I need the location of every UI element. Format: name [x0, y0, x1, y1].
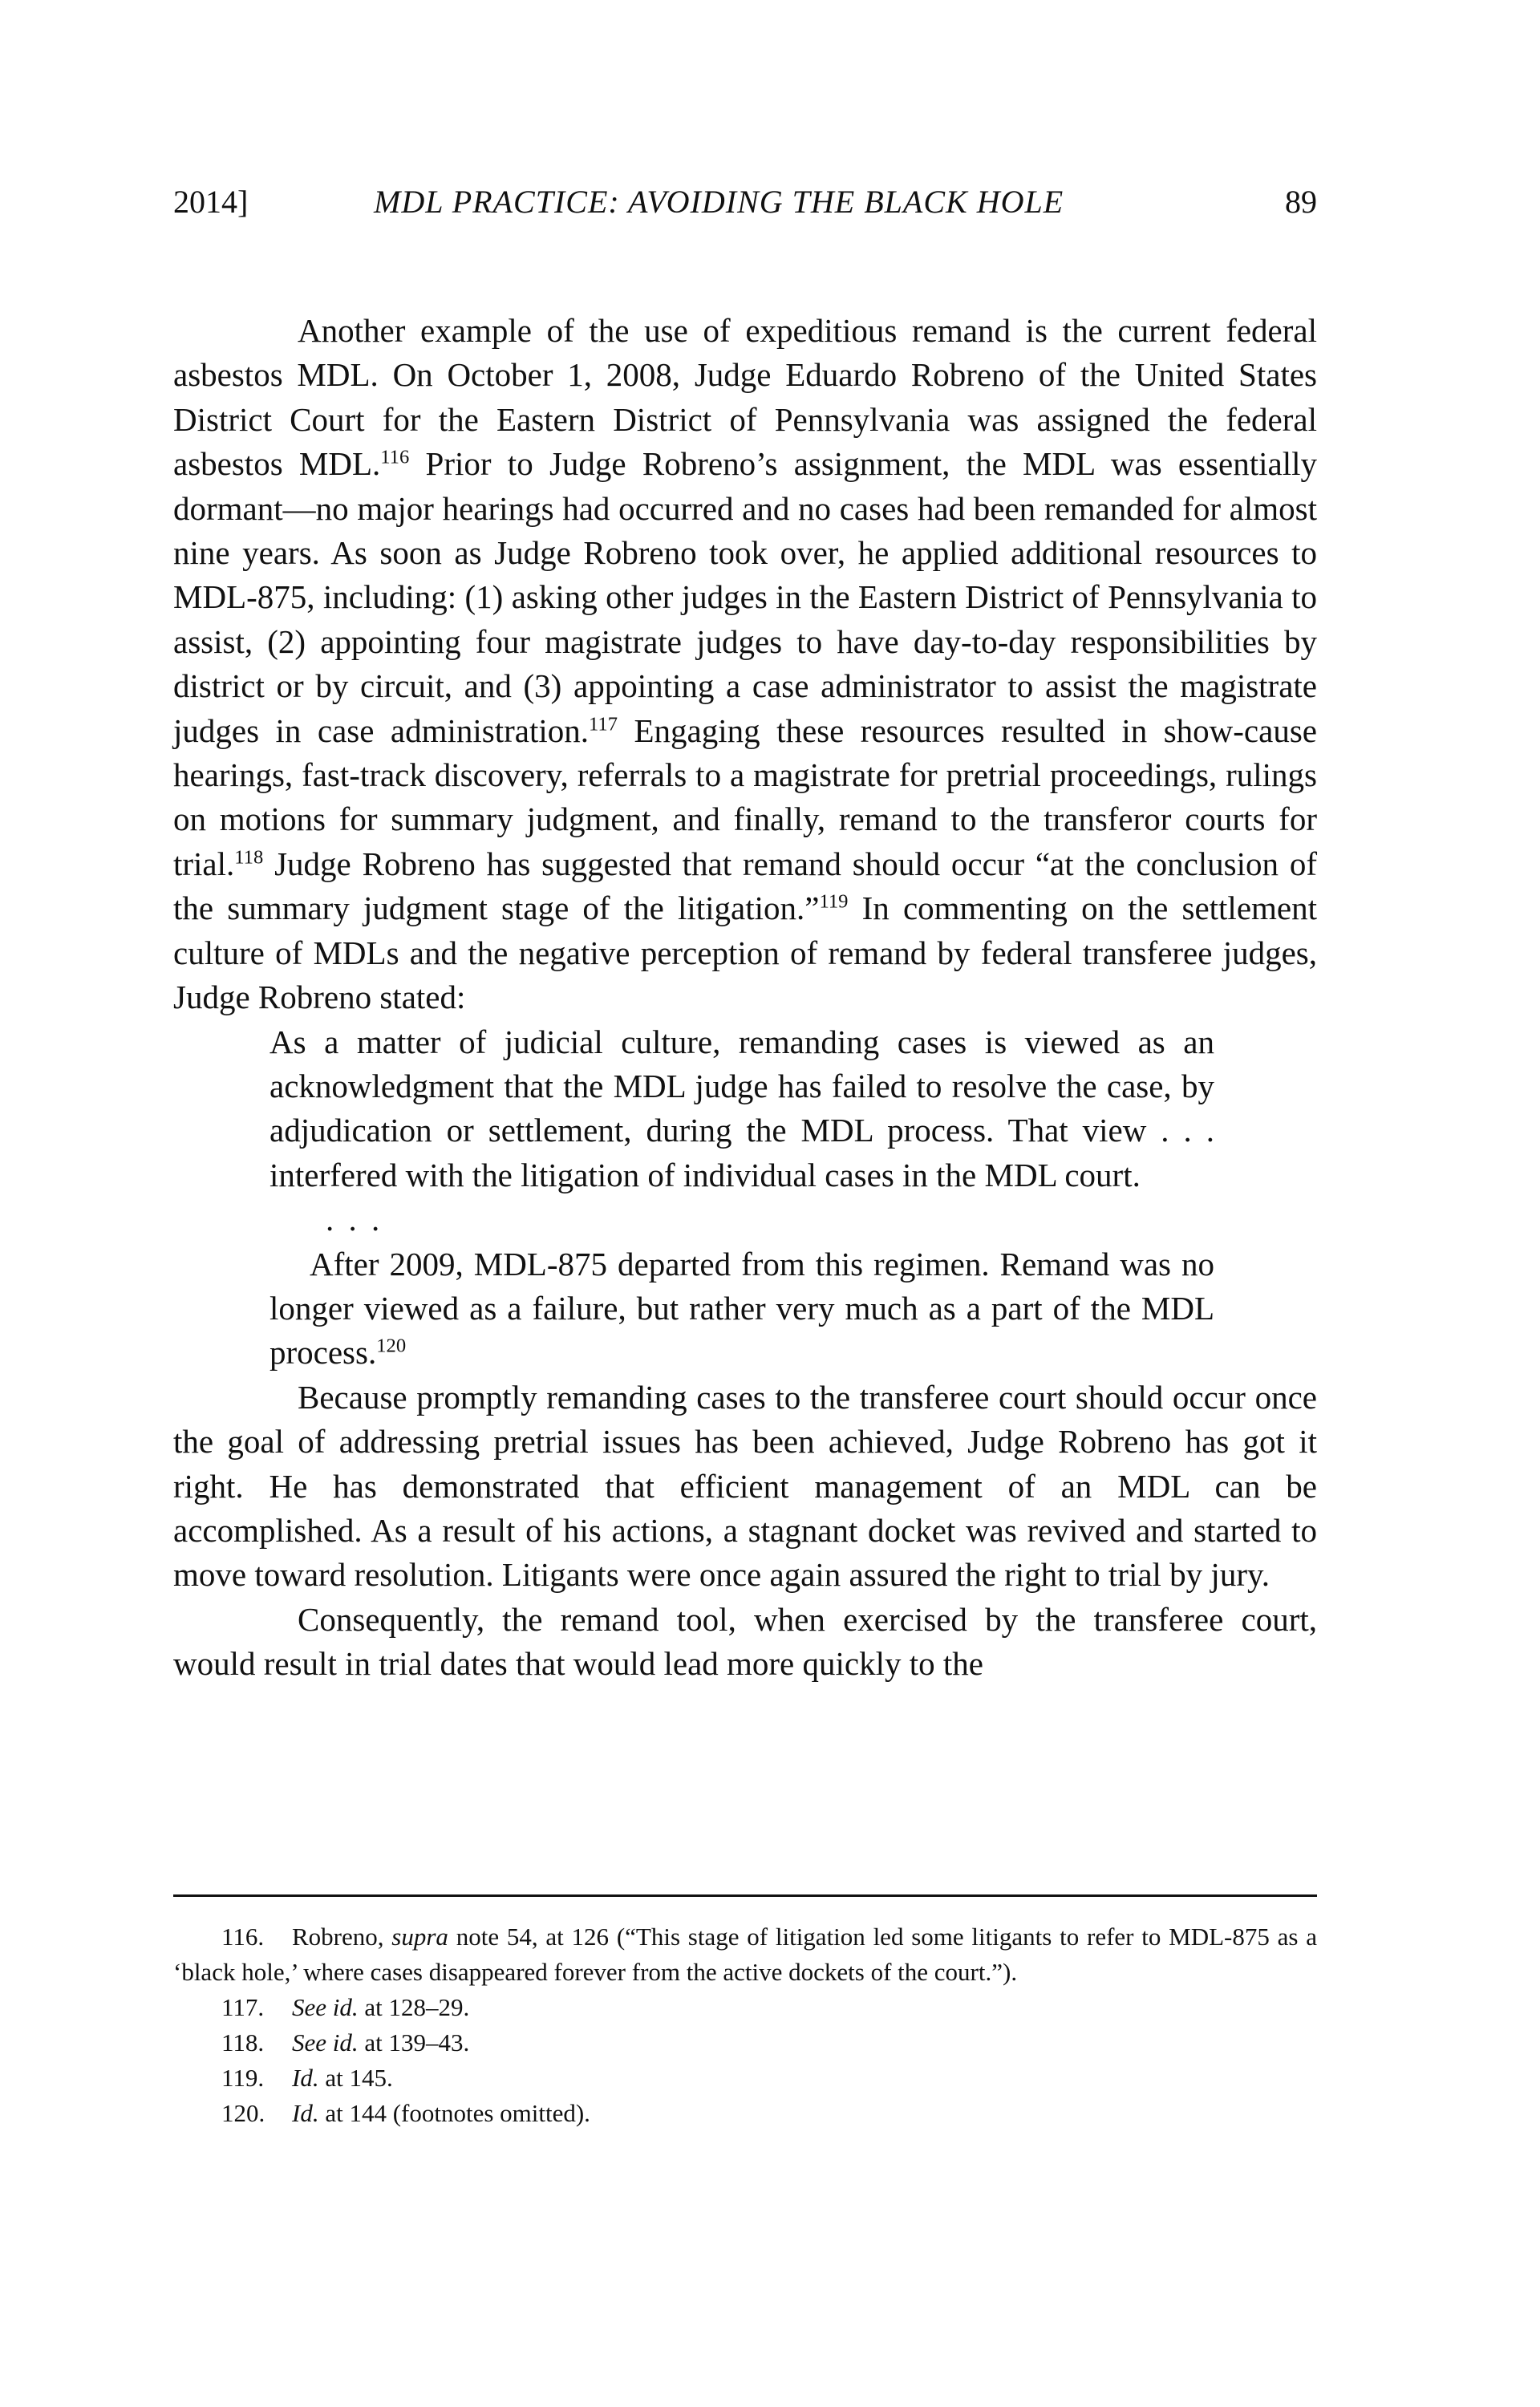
block-quote [270, 1020, 1214, 1376]
footnote-number: 120. [221, 2099, 265, 2127]
footnote-number: 119. [221, 2064, 265, 2092]
footnote-number: 117. [221, 1993, 265, 2021]
text-span: In commenting on the settlement culture of MDLs and the negative perception of remand by federal transferee judges, Judge Robreno stated: [173, 889, 1317, 1016]
footnote-ref-118[interactable]: 118 [234, 846, 264, 869]
running-head [173, 178, 1317, 226]
footnote-116 [173, 1919, 1317, 1990]
paragraph-judge-got-it-right: Because promptly remanding cases to the transferee court should occur once the goal of addressing pretrial issues has been achieved, Judge Robreno has got it right. He has demonstrated that efficient management of an MDL can be accomplished. As a result of his actions, a stagnant docket was revived and started to move toward resolution. Litigants were once again assured the right to trial by jury. [173, 1378, 1317, 1594]
footnote-ref-120[interactable]: 120 [376, 1335, 407, 1357]
paragraph-robreno-remand [173, 309, 1317, 1020]
text-span: note 54, at 126 (“This stage of litigation led some litigants to refer to MDL-875 as a ‘black hole,’ where cases disappeared forever from the active dockets of the court.”). [173, 1923, 1317, 1986]
text-span: at 139–43. [358, 2028, 470, 2056]
quote-ellipsis: . . . [326, 1201, 383, 1238]
page-number: 89 [1285, 184, 1317, 220]
footnote-divider [173, 1894, 1317, 1897]
footnotes [173, 1919, 1317, 2131]
text-span: Robreno, [292, 1923, 392, 1951]
paragraph-consequently: Consequently, the remand tool, when exercised by the transferee court, would result in trial dates that would lead more quickly to the [173, 1600, 1317, 1683]
footnote-number: 116. [221, 1923, 265, 1951]
text-span: Judge Robreno has suggested that remand should occur “at the conclusion of the summary judgment stage of the litigation.” [173, 845, 1317, 927]
footnote-117 [173, 1990, 1317, 2025]
text-span: at 128–29. [358, 1993, 470, 2021]
italic-text: See id. [292, 2028, 359, 2056]
header-year: 2014] [173, 184, 249, 220]
text-span: Prior to Judge Robreno’s assignment, the MDL was essentially dormant—no major hearings had occurred and no cases had been remanded for almost nine years. As soon as Judge Robreno took over, he applied additional resources to MDL-875, including: (1) asking other judges in the Eastern District of Pennsylvania to assist, (2) appointing four magistrate judges to have day-to-day responsibilities by district or by circuit, and (3) appointing a case administrator to assist the magistrate judges in case administration. [173, 445, 1317, 749]
italic-text: See id. [292, 1993, 359, 2021]
footnote-118 [173, 2025, 1317, 2061]
header-title: MDL PRACTICE: AVOIDING THE BLACK HOLE [374, 184, 1064, 220]
italic-text: Id. [292, 2064, 319, 2092]
text-span: Engaging these resources resulted in show-cause hearings, fast-track discovery, referrals to a magistrate for pretrial proceedings, rulings on motions for summary judgment, and finally, remand to the transferor courts for trial. [173, 711, 1317, 882]
italic-text: supra [391, 1923, 448, 1951]
italic-text: Id. [292, 2099, 319, 2127]
footnote-number: 118. [221, 2028, 265, 2056]
footnote-ref-116[interactable]: 116 [380, 446, 410, 468]
footnote-119 [173, 2061, 1317, 2096]
footnote-120 [173, 2096, 1317, 2131]
main-text [173, 309, 1317, 1687]
quote-paragraph-1: As a matter of judicial culture, remanding cases is viewed as an acknowledgment that the MDL judge has failed to resolve the case, by adjudication or settlement, during the MDL process. That view . . . interfered with the litigation of individual cases in the MDL court. [270, 1023, 1214, 1193]
footnote-ref-119[interactable]: 119 [819, 890, 849, 913]
text-span: After 2009, MDL-875 departed from this regimen. Remand was no longer viewed as a failure, but rather very much as a part of the MDL process. [270, 1245, 1214, 1372]
text-span: at 145. [318, 2064, 393, 2092]
footnote-ref-117[interactable]: 117 [589, 713, 618, 735]
text-span: at 144 (footnotes omitted). [318, 2099, 590, 2127]
text-span: Another example of the use of expeditious remand is the current federal asbestos MDL. On October 1, 2008, Judge Eduardo Robreno of the United States District Court for the Eastern District of Pennsylvania was assigned the federal asbestos MDL. [173, 312, 1317, 483]
quote-paragraph-2 [270, 1242, 1214, 1376]
